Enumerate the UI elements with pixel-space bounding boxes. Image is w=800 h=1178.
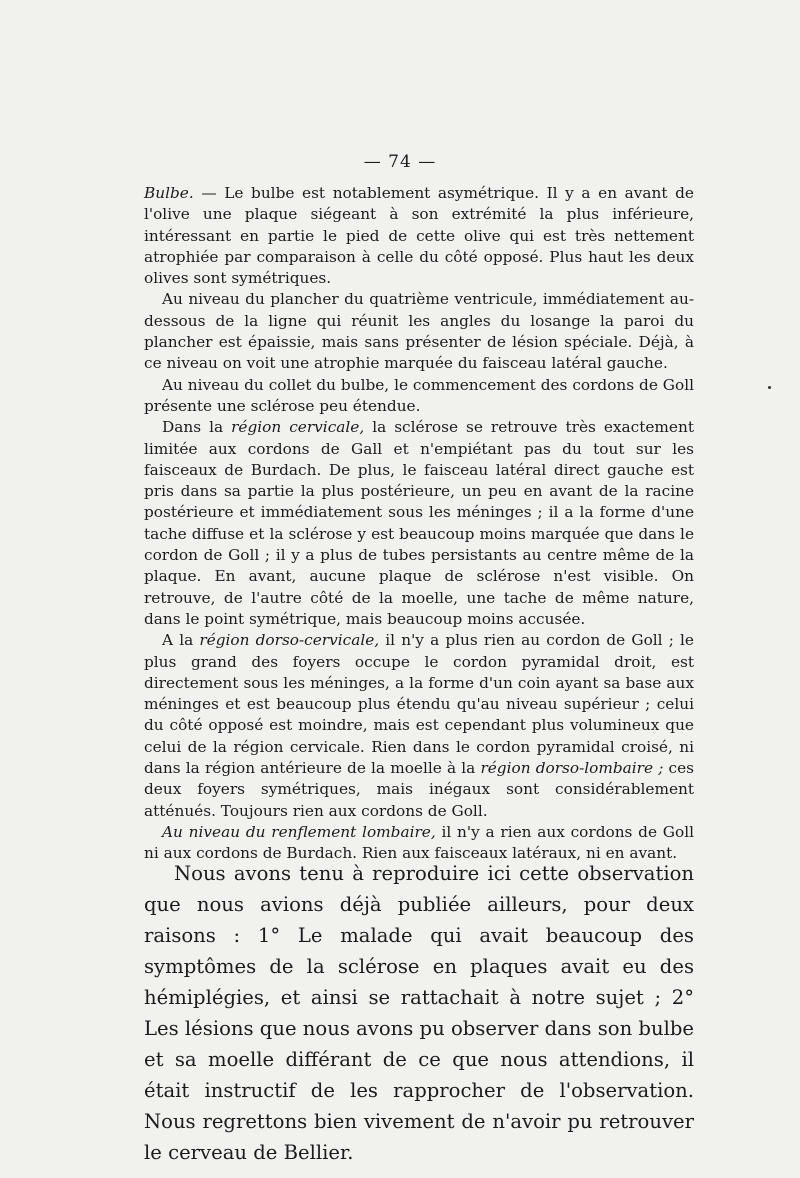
region-label: région cervicale, <box>231 418 365 437</box>
page-number: — 74 — <box>363 152 437 172</box>
paragraph-text-2: ces deux foyers symétriques, mais inégaux sont considérablement atténués. Toujours rien aux cordons de Goll. <box>144 759 694 820</box>
paragraph-text: — Le bulbe est notablement asymétrique. Il y a en avant de l'olive une plaque siégeant à son extrémité la plus inférieure, intéressant en partie le pied de cette olive qui est très nettement atrophiée par comparaison à celle du côté opposé. Plus haut les deux olives sont symétriques. <box>144 184 694 288</box>
paragraph-text: la sclérose se retrouve très exactement limitée aux cordons de Gall et n'empiétant pas du tout sur les faisceaux de Burdach. De plus, le faisceau latéral direct gauche est pris dans sa partie la plus postérieure, un peu en avant de la racine postérieure et immédiatement sous les méninges ; il a la forme d'une tache diffuse et la sclérose y est beaucoup moins marquée que dans le cordon de Goll ; il y a plus de tubes persistants au centre même de la plaque. En avant, aucune plaque de sclérose n'est visible. On retrouve, de l'autre côté de la moelle, une tache de même nature, dans le point symétrique, mais beaucoup moins accusée. <box>144 418 694 628</box>
paragraph-text: il n'y a rien aux cordons de Goll ni aux cordons de Burdach. Rien aux faisceaux latéraux, ni en avant. <box>144 822 695 863</box>
commentary-text <box>144 858 694 1168</box>
paragraph-bulbe <box>144 183 694 289</box>
paragraph-text: il n'y a plus rien au cordon de Goll ; le plus grand des foyers occupe le cordon pyramidal droit, est directement sous les méninges, a la forme d'un coin ayant sa base aux méninges et est beaucoup plus étendu qu'au niveau supérieur ; celui du côté opposé est moindre, mais est cependant plus volumineux que celui de la région cervicale. Rien dans le cordon pyramidal croisé, ni dans la région antérieure de la moelle à la <box>144 631 694 778</box>
section-lead: Bulbe. <box>144 184 194 202</box>
region-label: région dorso-cervicale, <box>199 631 380 650</box>
ink-speck <box>768 386 771 389</box>
observation-text <box>144 183 694 865</box>
region-label: Au niveau du renflement lombaire, <box>162 822 436 841</box>
paragraph-text: Au niveau du collet du bulbe, le commencement des cordons de Goll présente une sclérose peu étendue. <box>144 375 694 415</box>
paragraph-dorso-cervicale <box>144 630 694 822</box>
paragraph-collet <box>144 375 694 418</box>
paragraph-pre: A la <box>162 631 200 650</box>
paragraph-text: Au niveau du plancher du quatrième ventricule, immédiatement au-dessous de la ligne qui réunit les angles du losange la paroi du plancher est épaissie, mais sans présenter de lésion spéciale. Déjà, à ce niveau on voit une atrophie marquée du faisceau latéral gauche. <box>144 290 694 373</box>
paragraph-pre: Dans la <box>162 418 232 437</box>
paragraph-commentary: Nous avons tenu à reproduire ici cette observation que nous avions déjà publiée ailleurs, pour deux raisons : 1° Le malade qui avait beaucoup des symptômes de la sclérose en plaques avait eu des hémiplégies, et ainsi se rattachait à notre sujet ; 2° Les lésions que nous avons pu observer dans son bulbe et sa moelle différant de ce que nous attendions, il était instructif de les rapprocher de l'observation. Nous regrettons bien vivement de n'avoir pu retrouver le cerveau de Bellier. <box>144 862 694 1164</box>
region-label-2: région dorso-lombaire ; <box>480 759 664 778</box>
paragraph-ventricule <box>144 289 694 374</box>
paragraph-cervicale <box>144 417 694 630</box>
